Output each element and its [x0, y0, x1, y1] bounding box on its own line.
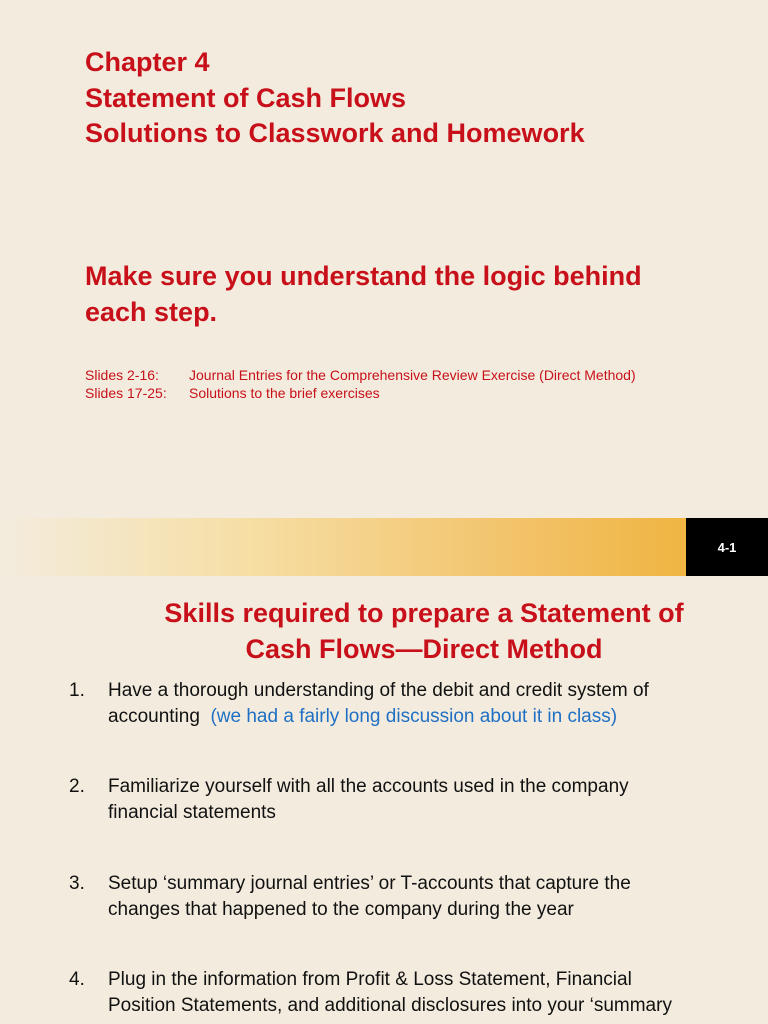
list-item-line: Position Statements, and additional disclosures into your ‘summary	[108, 995, 672, 1016]
skills-title	[0, 595, 768, 667]
slides-range: Slides 17-25:	[85, 385, 167, 401]
slide-footer-bar	[0, 518, 686, 576]
list-item-number: 4.	[69, 969, 85, 990]
class-discussion-note: (we had a fairly long discussion about it in class)	[210, 706, 618, 727]
slides-index	[85, 366, 636, 402]
skills-title-line: Skills required to prepare a Statement of	[164, 598, 684, 628]
slides-index-row	[85, 366, 636, 384]
chapter-topic: Statement of Cash Flows	[85, 82, 407, 113]
logic-reminder-line: Make sure you understand the logic behind	[85, 261, 642, 291]
list-item-line: financial statements	[108, 802, 276, 823]
list-item	[69, 967, 759, 1019]
list-item-line-text: accounting	[108, 706, 200, 727]
list-item-line: Setup ‘summary journal entries’ or T-accounts that capture the	[108, 873, 631, 894]
chapter-description: Solutions to Classwork and Homework	[85, 118, 585, 148]
skills-title-line: Cash Flows—Direct Method	[245, 634, 603, 664]
list-item-number: 1.	[69, 680, 85, 701]
list-item-text	[108, 967, 759, 1019]
list-item-line: Have a thorough understanding of the debit and credit system of	[108, 680, 649, 701]
list-item-line: Familiarize yourself with all the accounts used in the company	[108, 776, 629, 797]
list-item	[69, 871, 759, 923]
list-item-line: Plug in the information from Profit & Loss Statement, Financial	[108, 969, 632, 990]
list-item	[69, 774, 759, 826]
list-item-text	[108, 678, 759, 730]
chapter-label: Chapter 4	[85, 47, 210, 77]
slides-description: Journal Entries for the Comprehensive Review Exercise (Direct Method)	[189, 367, 636, 383]
page-number: 4-1	[686, 518, 768, 576]
list-item-text	[108, 774, 759, 826]
list-item-text	[108, 871, 759, 923]
logic-reminder	[85, 259, 642, 330]
slides-index-row	[85, 384, 636, 402]
slides-description: Solutions to the brief exercises	[189, 385, 380, 401]
list-item-line	[108, 704, 759, 730]
list-item-number: 3.	[69, 873, 85, 894]
list-item-line: changes that happened to the company during the year	[108, 899, 574, 920]
slides-range: Slides 2-16:	[85, 367, 159, 383]
list-item-number: 2.	[69, 776, 85, 797]
slide-title	[85, 45, 585, 152]
logic-reminder-line: each step.	[85, 296, 218, 327]
list-item	[69, 678, 759, 730]
